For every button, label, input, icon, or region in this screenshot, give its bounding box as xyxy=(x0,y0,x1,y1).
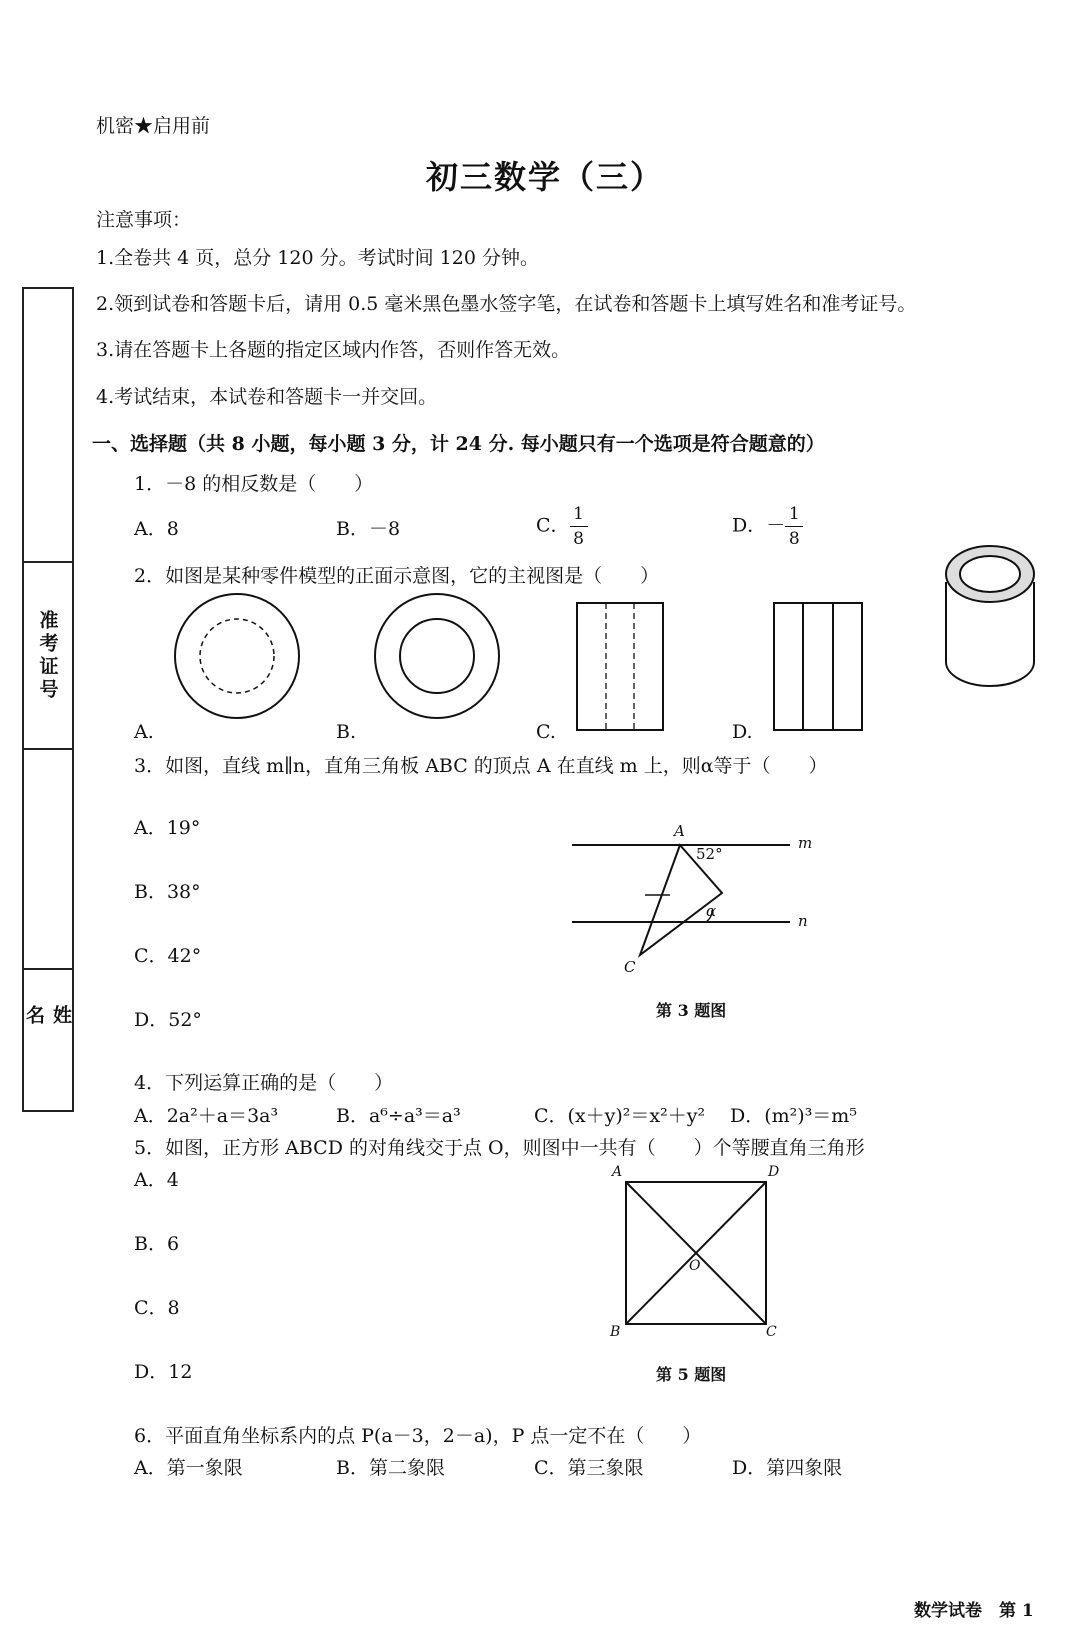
note-item-3: 3.请在答题卡上各题的指定区域内作答，否则作答无效。 xyxy=(96,339,571,361)
q3-option-a: A．19° xyxy=(134,817,201,839)
q4-option-b: B．a⁶÷a³＝a³ xyxy=(336,1105,461,1127)
q4-option-d: D．(m²)³＝m⁵ xyxy=(730,1105,857,1127)
q6-stem: 6．平面直角坐标系内的点 P(a－3，2－a)，P 点一定不在（ ） xyxy=(134,1425,702,1447)
page-title: 初三数学（三） xyxy=(426,158,665,196)
note-item-1: 1.全卷共 4 页，总分 120 分。考试时间 120 分钟。 xyxy=(96,247,539,269)
q5-caption: 第 5 题图 xyxy=(656,1365,727,1384)
exam-id-label: 准考证号 xyxy=(36,609,59,702)
secret-label: 机密★启用前 xyxy=(96,115,211,137)
q6-option-a: A．第一象限 xyxy=(134,1457,243,1479)
note-item-2: 2.领到试卷和答题卡后，请用 0.5 毫米黑色墨水签字笔，在试卷和答题卡上填写姓名和准考证号。 xyxy=(96,293,917,315)
q2-option-d: D. xyxy=(732,721,753,743)
q6-option-c: C．第三象限 xyxy=(534,1457,644,1479)
fraction: $\frac{1}{8}$ xyxy=(570,504,588,549)
q3-option-d: D．52° xyxy=(134,1009,202,1031)
q3-label-alpha: α xyxy=(706,902,717,920)
q1-option-c: C． $\frac{1}{8}$ xyxy=(536,504,588,549)
hollow-cylinder-model xyxy=(946,546,1034,686)
q5-label-b: B xyxy=(610,1324,621,1340)
q2-option-c: C. xyxy=(536,721,556,743)
q3-option-b: B．38° xyxy=(134,881,201,903)
q4-stem: 4．下列运算正确的是（ ） xyxy=(134,1072,394,1094)
q6-option-d: D．第四象限 xyxy=(732,1457,843,1479)
q2-figure-c xyxy=(577,603,663,730)
q4-option-a: A．2a²＋a＝3a³ xyxy=(134,1105,279,1127)
q3-stem: 3．如图，直线 m∥n，直角三角板 ABC 的顶点 A 在直线 m 上，则α等于（ ） xyxy=(134,755,828,777)
q5-figure xyxy=(626,1182,766,1324)
q2-figure-d xyxy=(774,603,862,730)
q5-stem: 5．如图，正方形 ABCD 的对角线交于点 O，则图中一共有（ ）个等腰直角三角形 xyxy=(134,1137,865,1159)
q5-option-a: A．4 xyxy=(134,1169,179,1191)
q1-stem: 1．－8 的相反数是（ ） xyxy=(134,473,374,495)
q1-option-d: D．－ $\frac{1}{8}$ xyxy=(732,504,803,549)
q5-label-d: D xyxy=(768,1164,780,1180)
q3-label-a: A xyxy=(674,822,685,840)
page-footer: 数学试卷 第 1 xyxy=(914,1601,1034,1621)
fraction: $\frac{1}{8}$ xyxy=(785,504,803,549)
q3-option-c: C．42° xyxy=(134,945,202,967)
notes-heading: 注意事项： xyxy=(96,209,192,231)
section-heading: 一、选择题（共 8 小题，每小题 3 分，计 24 分. 每小题只有一个选项是符合题意的） xyxy=(92,433,825,455)
q3-label-angle: 52° xyxy=(696,845,723,863)
q3-figure xyxy=(572,845,790,955)
q1-option-a: A．8 xyxy=(134,518,179,540)
q3-label-m: m xyxy=(798,834,813,852)
q2-stem: 2．如图是某种零件模型的正面示意图，它的主视图是（ ） xyxy=(134,565,660,587)
q2-option-b: B. xyxy=(336,721,357,743)
q5-option-d: D．12 xyxy=(134,1361,193,1383)
q2-figure-b xyxy=(375,594,499,718)
name-label: 姓名 xyxy=(23,1005,72,1042)
q4-option-c: C．(x＋y)²＝x²＋y² xyxy=(534,1105,706,1127)
q1-option-b: B．－8 xyxy=(336,518,401,540)
q3-label-n: n xyxy=(798,912,808,930)
q2-option-a: A. xyxy=(134,721,154,743)
q5-option-c: C．8 xyxy=(134,1297,180,1319)
note-item-4: 4.考试结束，本试卷和答题卡一并交回。 xyxy=(96,386,438,408)
q3-caption: 第 3 题图 xyxy=(656,1001,727,1020)
q5-label-a: A xyxy=(612,1164,623,1180)
q6-option-b: B．第二象限 xyxy=(336,1457,445,1479)
q5-option-b: B．6 xyxy=(134,1233,180,1255)
q2-figure-a xyxy=(175,594,299,718)
q5-label-o: O xyxy=(689,1258,701,1274)
q5-label-c: C xyxy=(766,1324,777,1340)
q3-label-c: C xyxy=(624,958,636,976)
